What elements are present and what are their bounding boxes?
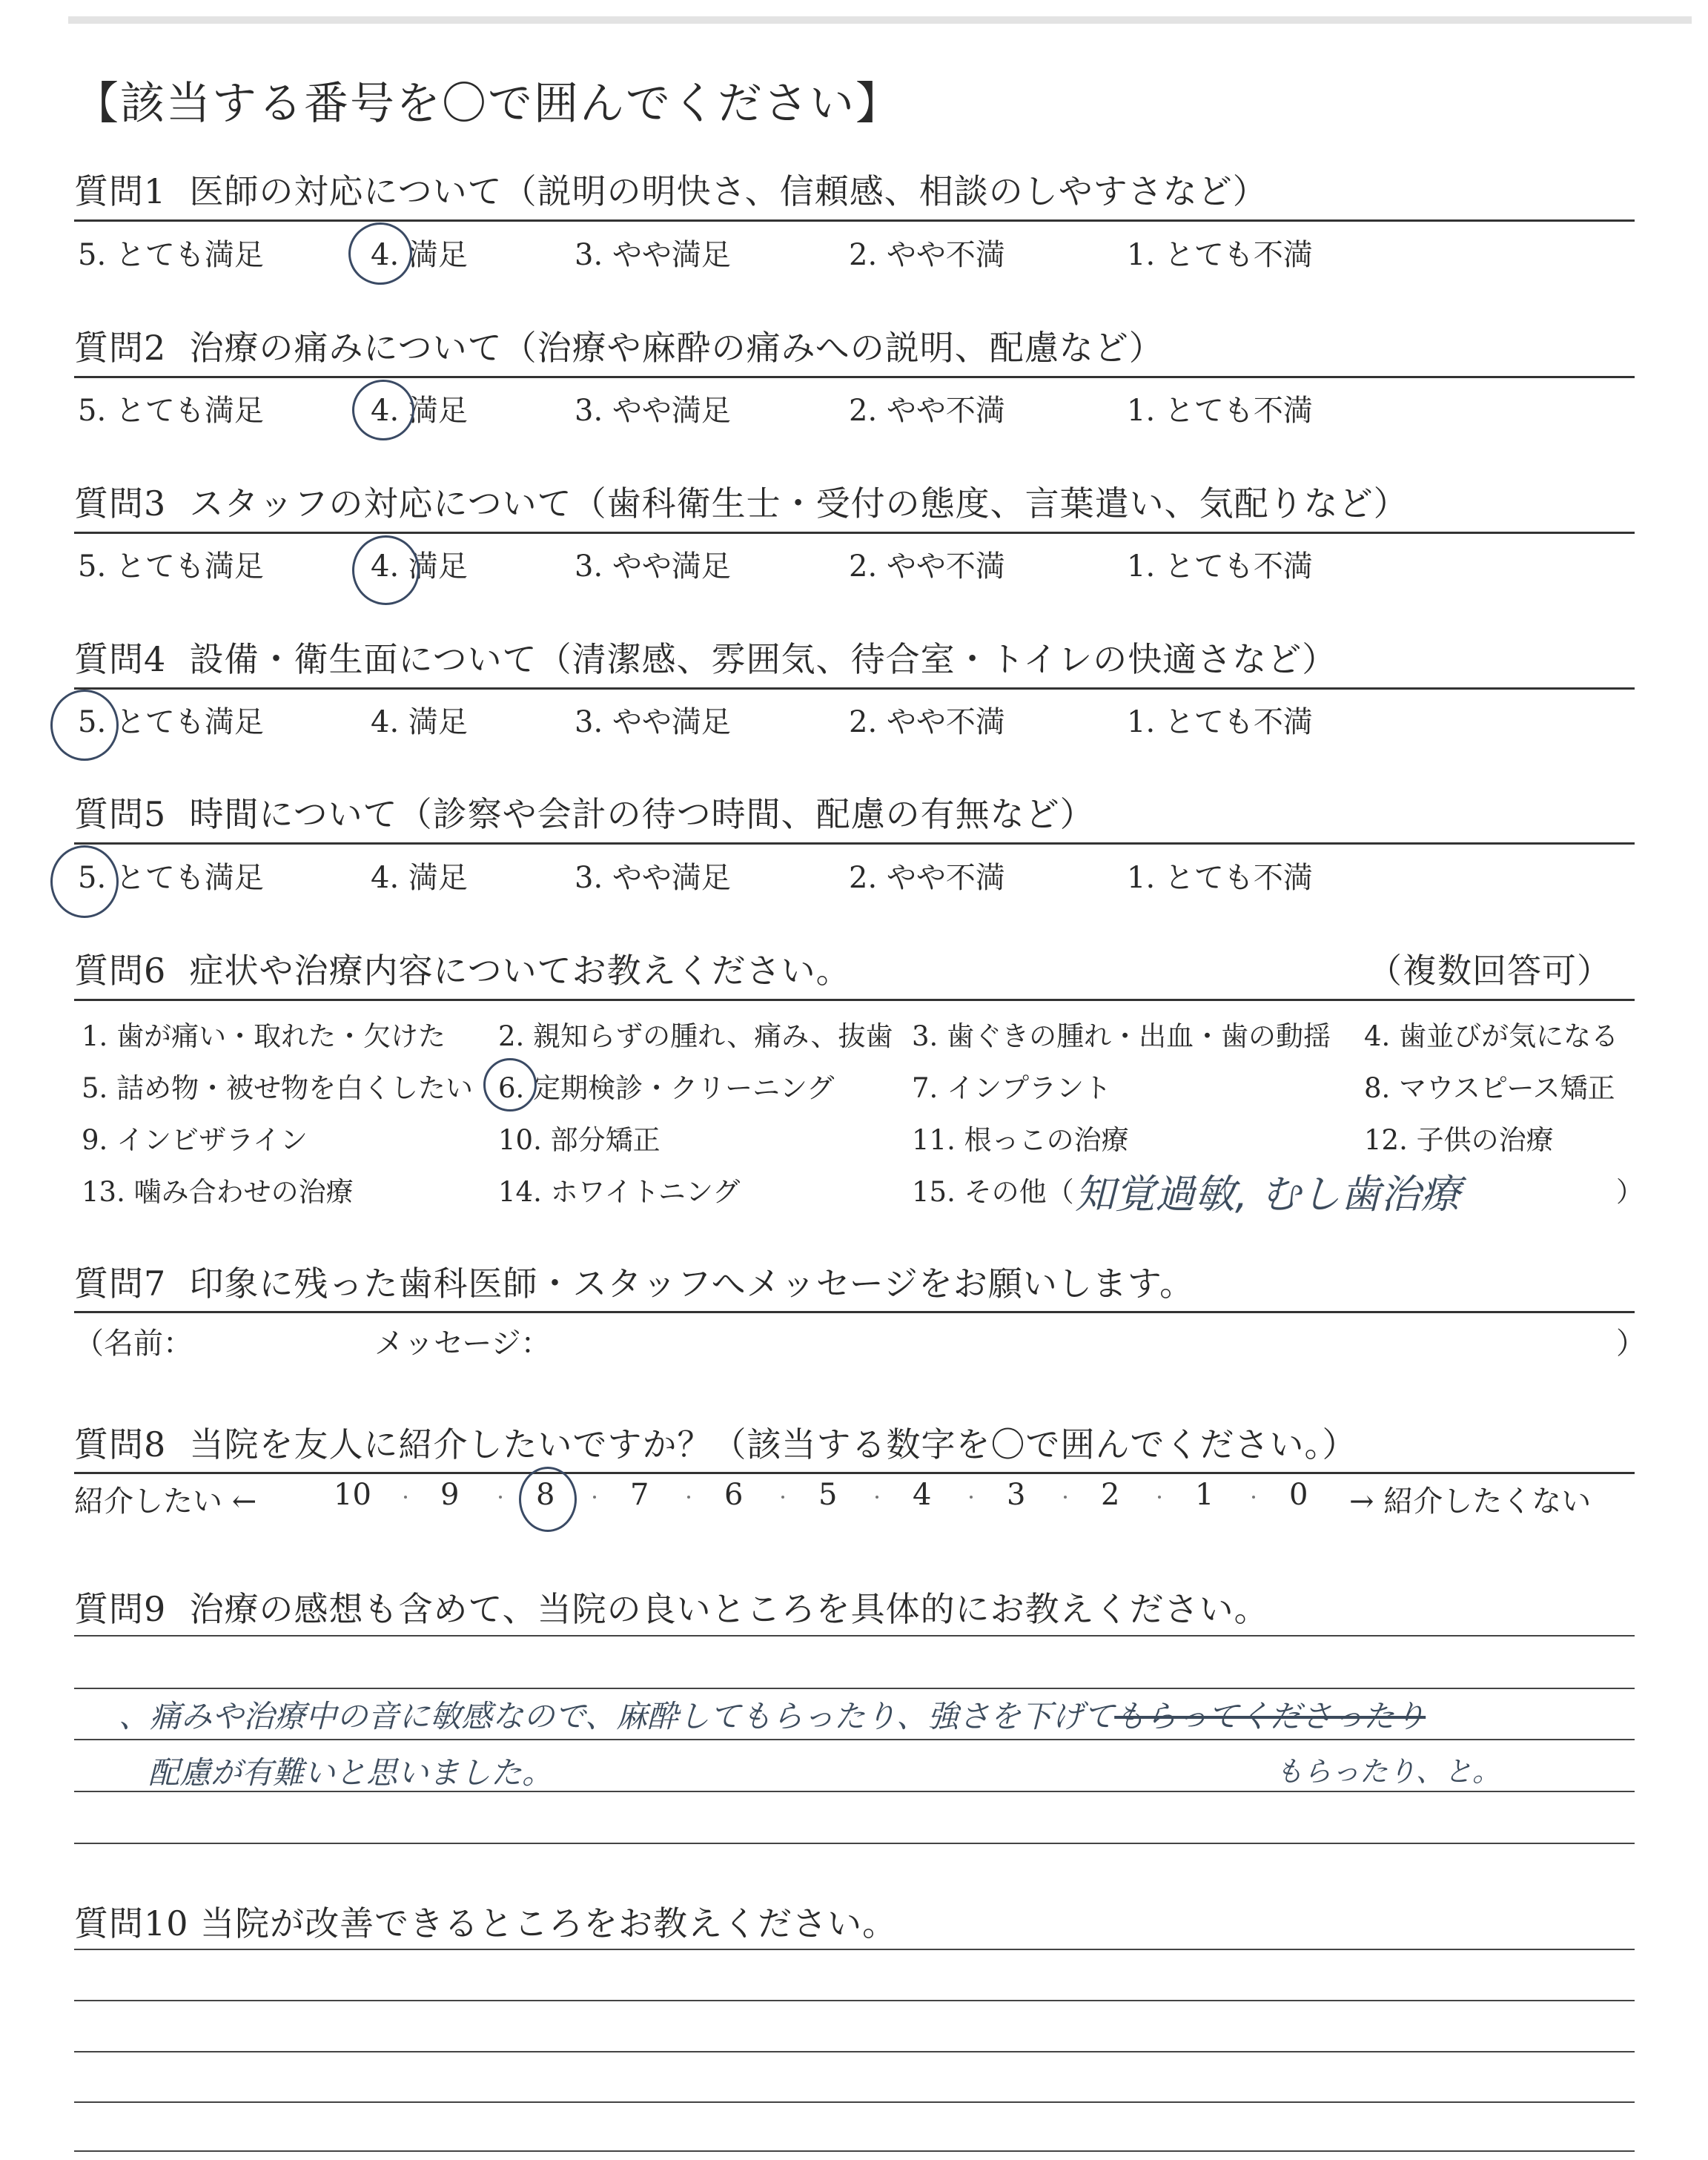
- divider: [74, 999, 1635, 1001]
- scale-0[interactable]: 0: [1289, 1478, 1308, 1512]
- divider: [74, 1311, 1635, 1313]
- scale-1[interactable]: 1: [1195, 1478, 1214, 1512]
- q4-selection-circle: [50, 690, 119, 761]
- struck-text: もらってくださったり: [1114, 1698, 1426, 1734]
- scale-separator: [970, 1496, 973, 1499]
- q2-option-3[interactable]: 3. やや満足: [575, 394, 731, 428]
- scale-separator: [1064, 1496, 1067, 1499]
- scale-separator: [781, 1496, 784, 1499]
- scale-3[interactable]: 3: [1007, 1478, 1026, 1512]
- scale-separator: [593, 1496, 596, 1499]
- q1-option-3[interactable]: 3. やや満足: [575, 238, 731, 272]
- q5-selection-circle: [50, 845, 119, 918]
- q4-option-2[interactable]: 2. やや不満: [849, 705, 1005, 739]
- q3-option-1[interactable]: 1. とても不満: [1127, 549, 1313, 584]
- divider: [74, 532, 1635, 534]
- divider: [74, 376, 1635, 378]
- question-label: 質問10: [74, 1903, 189, 1943]
- q6-option-1[interactable]: 1. 歯が痛い・取れた・欠けた: [82, 1020, 446, 1052]
- scale-4[interactable]: 4: [913, 1478, 932, 1512]
- q6-option-7[interactable]: 7. インプラント: [912, 1072, 1112, 1104]
- q6-option-9[interactable]: 9. インビザライン: [82, 1124, 308, 1156]
- question-8: [74, 1418, 1357, 1467]
- scan-top-edge: [68, 16, 1692, 24]
- divider: [74, 219, 1635, 222]
- q5-option-1[interactable]: 1. とても不満: [1127, 861, 1313, 895]
- q2-selection-circle: [352, 380, 414, 440]
- answer-line: [74, 2150, 1635, 2152]
- q3-option-2[interactable]: 2. やや不満: [849, 549, 1005, 584]
- question-text: 当院が改善できるところをお教えください。: [200, 1903, 898, 1943]
- question-text: 印象に残った歯科医師・スタッフへメッセージをお願いします。: [189, 1264, 1195, 1304]
- scale-9[interactable]: 9: [440, 1478, 460, 1512]
- question-label: 質問6: [74, 951, 167, 991]
- question-label: 質問4: [74, 639, 167, 679]
- q3-option-3[interactable]: 3. やや満足: [575, 549, 731, 584]
- answer-line: [74, 1949, 1635, 1950]
- scale-2[interactable]: 2: [1101, 1478, 1120, 1512]
- q3-selection-circle: [352, 535, 420, 605]
- q9-handwritten-line-2: 配慮が有難いと思いました。: [148, 1754, 554, 1791]
- question-text: 症状や治療内容についてお教えください。: [189, 951, 851, 991]
- form-title: 【該当する番号を〇で囲んでください】: [74, 78, 901, 130]
- recommend-left-label: 紹介したい ←: [74, 1484, 257, 1519]
- q6-option-10[interactable]: 10. 部分矯正: [498, 1124, 661, 1156]
- q3-option-5[interactable]: 5. とても満足: [78, 549, 264, 584]
- q6-option-8[interactable]: 8. マウスピース矯正: [1364, 1072, 1615, 1104]
- answer-line: [74, 1843, 1635, 1844]
- scale-8[interactable]: 8: [536, 1478, 555, 1512]
- question-9: [74, 1582, 1269, 1631]
- q5-option-2[interactable]: 2. やや不満: [849, 861, 1005, 895]
- q6-other-handwritten: 知覚過敏, むし歯治療: [1075, 1171, 1461, 1218]
- recommend-right-label: → 紹介したくない: [1349, 1484, 1592, 1519]
- q8-selection-circle: [519, 1467, 577, 1532]
- q6-option-3[interactable]: 3. 歯ぐきの腫れ・出血・歯の動揺: [912, 1020, 1331, 1052]
- q2-option-1[interactable]: 1. とても不満: [1127, 394, 1313, 428]
- scale-separator: [875, 1496, 878, 1499]
- q9-handwritten-line-1: [119, 1692, 1426, 1737]
- q6-option-6[interactable]: 6. 定期検診・クリーニング: [498, 1072, 835, 1104]
- q6-option-14[interactable]: 14. ホワイトニング: [498, 1176, 741, 1208]
- scale-separator: [687, 1496, 690, 1499]
- q5-option-3[interactable]: 3. やや満足: [575, 861, 731, 895]
- question-3: [74, 477, 1409, 526]
- answer-line: [74, 2051, 1635, 2052]
- scale-5[interactable]: 5: [818, 1478, 838, 1512]
- divider: [74, 687, 1635, 690]
- multiple-answers-note: （複数回答可）: [1368, 951, 1612, 991]
- question-label: 質問8: [74, 1424, 167, 1464]
- q6-other-close-paren: ）: [1616, 1176, 1644, 1208]
- question-text: 設備・衛生面について（清潔感、雰囲気、待合室・トイレの快適さなど）: [189, 639, 1337, 679]
- question-label: 質問2: [74, 328, 167, 368]
- q2-option-2[interactable]: 2. やや不満: [849, 394, 1005, 428]
- question-5: [74, 787, 1095, 836]
- q6-selection-circle: [483, 1058, 537, 1112]
- q5-option-5[interactable]: 5. とても満足: [78, 861, 264, 895]
- message-field-label[interactable]: メッセージ：: [374, 1327, 551, 1361]
- q2-option-5[interactable]: 5. とても満足: [78, 394, 264, 428]
- question-10: [74, 1897, 897, 1946]
- answer-line: [74, 2101, 1635, 2103]
- q4-option-1[interactable]: 1. とても不満: [1127, 705, 1313, 739]
- q4-option-5[interactable]: 5. とても満足: [78, 705, 264, 739]
- question-text: 治療の痛みについて（治療や麻酔の痛みへの説明、配慮など）: [189, 328, 1164, 368]
- question-label: 質問5: [74, 794, 167, 834]
- question-4: [74, 633, 1337, 681]
- scale-separator: [1252, 1496, 1255, 1499]
- q1-option-2[interactable]: 2. やや不満: [849, 238, 1005, 272]
- answer-line: [74, 1739, 1635, 1740]
- question-2: [74, 321, 1164, 370]
- question-label: 質問1: [74, 171, 167, 211]
- question-text: 時間について（診察や会計の待つ時間、配慮の有無など）: [189, 794, 1095, 834]
- answer-line: [74, 2000, 1635, 2001]
- q6-option-13[interactable]: 13. 噛み合わせの治療: [82, 1176, 354, 1208]
- scale-10[interactable]: 10: [334, 1478, 371, 1512]
- handwritten-text: 、痛みや治療中の音に敏感なので、麻酔してもらったり、強さを下げて: [119, 1698, 1115, 1734]
- answer-line: [74, 1635, 1635, 1636]
- q5-option-4[interactable]: 4. 満足: [371, 861, 468, 895]
- question-text: 治療の感想も含めて、当院の良いところを具体的にお教えください。: [189, 1589, 1269, 1629]
- question-6: [74, 944, 851, 993]
- question-text: スタッフの対応について（歯科衛生士・受付の態度、言葉遣い、気配りなど）: [189, 483, 1409, 524]
- q6-option-5[interactable]: 5. 詰め物・被せ物を白くしたい: [82, 1072, 474, 1104]
- q1-option-1[interactable]: 1. とても不満: [1127, 238, 1313, 272]
- scale-6[interactable]: 6: [724, 1478, 744, 1512]
- divider: [74, 842, 1635, 845]
- question-label: 質問7: [74, 1264, 167, 1304]
- question-label: 質問3: [74, 483, 167, 524]
- q6-option-2[interactable]: 2. 親知らずの腫れ、痛み、抜歯: [498, 1020, 893, 1052]
- q1-selection-circle: [348, 222, 412, 285]
- scale-separator: [404, 1496, 407, 1499]
- q6-option-11[interactable]: 11. 根っこの治療: [912, 1124, 1129, 1156]
- question-1: [74, 165, 1268, 214]
- q2-option-4[interactable]: 4. 満足: [371, 394, 468, 428]
- q1-option-4[interactable]: 4. 満足: [371, 238, 468, 272]
- scale-separator: [1158, 1496, 1161, 1499]
- q6-option-4[interactable]: 4. 歯並びが気になる: [1364, 1020, 1619, 1052]
- q4-option-4[interactable]: 4. 満足: [371, 705, 468, 739]
- answer-line: [74, 1688, 1635, 1689]
- q6-option-12[interactable]: 12. 子供の治療: [1364, 1124, 1554, 1156]
- name-field-label[interactable]: （名前：: [74, 1327, 193, 1361]
- question-text: 当院を友人に紹介したいですか？（該当する数字を〇で囲んでください。）: [189, 1424, 1357, 1464]
- q1-option-5[interactable]: 5. とても満足: [78, 238, 264, 272]
- q9-handwritten-line-3: もらったり、と。: [1275, 1755, 1501, 1788]
- q3-option-4[interactable]: 4. 満足: [371, 549, 468, 584]
- q7-close-paren: ）: [1616, 1327, 1646, 1361]
- scale-separator: [499, 1496, 502, 1499]
- q6-option-15[interactable]: 15. その他（: [912, 1176, 1074, 1208]
- q4-option-3[interactable]: 3. やや満足: [575, 705, 731, 739]
- question-text: 医師の対応について（説明の明快さ、信頼感、相談のしやすさなど）: [189, 171, 1268, 211]
- scale-7[interactable]: 7: [630, 1478, 649, 1512]
- divider: [74, 1472, 1635, 1474]
- question-label: 質問9: [74, 1589, 167, 1629]
- question-7: [74, 1257, 1194, 1306]
